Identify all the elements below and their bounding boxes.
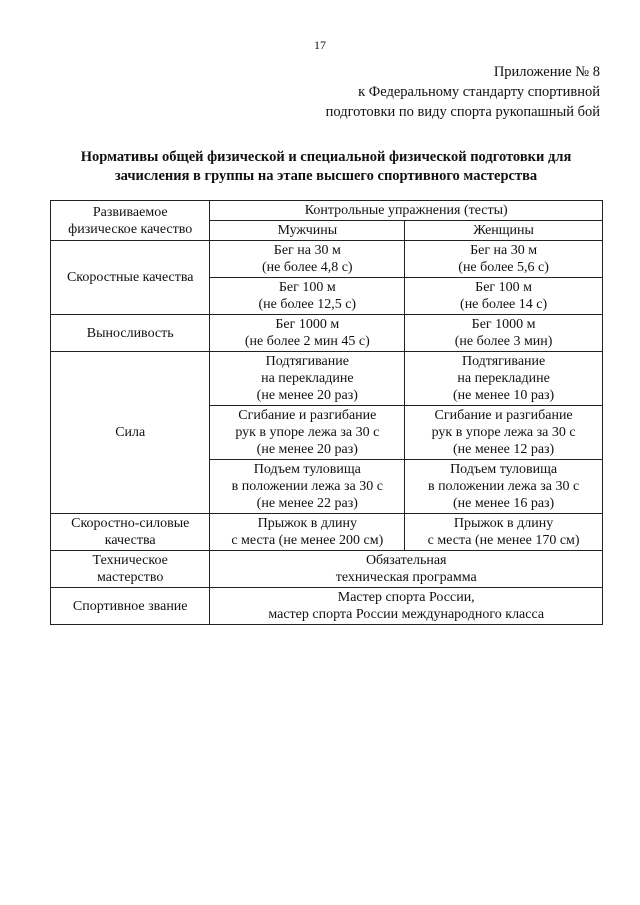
men-norm-cell-line: с места (не менее 200 см) bbox=[231, 533, 384, 548]
header-tests: Контрольные упражнения (тесты) bbox=[210, 201, 603, 221]
merged-norm-cell-line: Мастер спорта России, bbox=[337, 590, 475, 605]
women-norm-cell-line: Бег 100 м bbox=[475, 280, 533, 295]
merged-norm-cell bbox=[210, 551, 603, 588]
men-norm-cell-line: на перекладине bbox=[261, 371, 354, 386]
header-women: Женщины bbox=[405, 221, 603, 241]
men-norm-cell-line: Прыжок в длину bbox=[257, 516, 357, 531]
men-norm-cell bbox=[210, 460, 405, 514]
men-norm-cell-line: Бег на 30 м bbox=[273, 243, 341, 258]
men-norm-cell-line: (не менее 20 раз) bbox=[256, 388, 358, 403]
quality-line: Сила bbox=[115, 425, 146, 440]
women-norm-cell-line: рук в упоре лежа за 30 с bbox=[431, 425, 576, 440]
men-norm-cell-line: (не более 2 мин 45 с) bbox=[244, 334, 370, 349]
women-norm-cell-line: (не более 5,6 с) bbox=[458, 260, 549, 275]
norms-table-body bbox=[51, 241, 603, 625]
women-norm-cell bbox=[405, 278, 603, 315]
table-row bbox=[51, 551, 603, 588]
women-norm-cell-line: на перекладине bbox=[457, 371, 550, 386]
appendix-line-2: к Федеральному стандарту спортивной bbox=[358, 84, 600, 100]
men-norm-cell-line: Подъем туловища bbox=[253, 462, 361, 477]
men-norm-cell-line: (не более 12,5 с) bbox=[258, 297, 357, 312]
women-norm-cell bbox=[405, 514, 603, 551]
men-norm-cell-line: Сгибание и разгибание bbox=[238, 408, 377, 423]
table-row bbox=[51, 241, 603, 278]
men-norm-cell-line: Бег 100 м bbox=[278, 280, 336, 295]
appendix-header bbox=[326, 62, 600, 122]
merged-norm-cell-line: Обязательная bbox=[365, 553, 447, 568]
title-line-2: зачисления в группы на этапе высшего спортивного мастерства bbox=[114, 168, 538, 184]
women-norm-cell bbox=[405, 460, 603, 514]
women-norm-cell bbox=[405, 241, 603, 278]
women-norm-cell bbox=[405, 406, 603, 460]
men-norm-cell-line: Бег 1000 м bbox=[275, 317, 340, 332]
men-norm-cell-line: рук в упоре лежа за 30 с bbox=[235, 425, 380, 440]
women-norm-cell-line: (не менее 12 раз) bbox=[452, 442, 555, 457]
table-row bbox=[51, 352, 603, 406]
appendix-line-1: Приложение № 8 bbox=[493, 64, 600, 80]
quality-cell bbox=[51, 352, 210, 514]
men-norm-cell bbox=[210, 315, 405, 352]
merged-norm-cell-line: мастер спорта России международного класса bbox=[268, 607, 545, 622]
quality-line: мастерство bbox=[97, 570, 164, 585]
men-norm-cell bbox=[210, 514, 405, 551]
quality-line: Скоростные качества bbox=[66, 270, 194, 285]
women-norm-cell-line: Бег 1000 м bbox=[471, 317, 536, 332]
women-norm-cell-line: в положении лежа за 30 с bbox=[427, 479, 580, 494]
quality-line: Техническое bbox=[92, 553, 168, 568]
merged-norm-cell bbox=[210, 588, 603, 625]
men-norm-cell-line: (не менее 20 раз) bbox=[256, 442, 358, 457]
quality-cell bbox=[51, 315, 210, 352]
page-number: 17 bbox=[314, 38, 326, 52]
women-norm-cell-line: (не более 3 мин) bbox=[454, 334, 553, 349]
merged-norm-cell-line: техническая программа bbox=[335, 570, 477, 585]
quality-cell bbox=[51, 551, 210, 588]
norms-table bbox=[50, 200, 603, 625]
quality-cell bbox=[51, 588, 210, 625]
title-line-1: Нормативы общей физической и специальной физической подготовки для bbox=[80, 149, 572, 165]
quality-line: Выносливость bbox=[86, 325, 174, 341]
women-norm-cell-line: с места (не менее 170 см) bbox=[427, 533, 580, 548]
header-quality-line-1: Развиваемое bbox=[92, 204, 168, 220]
header-row-1 bbox=[51, 201, 603, 221]
women-norm-cell-line: Бег на 30 м bbox=[470, 243, 538, 258]
women-norm-cell-line: (не менее 16 раз) bbox=[452, 496, 555, 511]
quality-line: качества bbox=[104, 533, 156, 548]
men-norm-cell bbox=[210, 352, 405, 406]
men-norm-cell bbox=[210, 406, 405, 460]
quality-line: Спортивное звание bbox=[72, 598, 188, 614]
women-norm-cell-line: Сгибание и разгибание bbox=[434, 408, 573, 423]
table-row bbox=[51, 315, 603, 352]
men-norm-cell bbox=[210, 241, 405, 278]
women-norm-cell-line: (не более 14 с) bbox=[460, 297, 548, 312]
women-norm-cell bbox=[405, 315, 603, 352]
women-norm-cell-line: Подтягивание bbox=[461, 354, 546, 369]
men-norm-cell bbox=[210, 278, 405, 315]
header-men: Мужчины bbox=[210, 221, 405, 241]
men-norm-cell-line: (не менее 22 раз) bbox=[256, 496, 358, 511]
men-norm-cell-line: в положении лежа за 30 с bbox=[231, 479, 383, 494]
appendix-line-3: подготовки по виду спорта рукопашный бой bbox=[325, 104, 600, 120]
women-norm-cell-line: Подъем туловища bbox=[450, 462, 558, 477]
document-title bbox=[40, 148, 612, 186]
women-norm-cell-line: Прыжок в длину bbox=[453, 516, 554, 531]
women-norm-cell bbox=[405, 352, 603, 406]
men-norm-cell-line: (не более 4,8 с) bbox=[262, 260, 353, 275]
women-norm-cell-line: (не менее 10 раз) bbox=[452, 388, 555, 403]
table-row bbox=[51, 588, 603, 625]
quality-cell bbox=[51, 241, 210, 315]
header-quality bbox=[51, 201, 210, 241]
quality-cell bbox=[51, 514, 210, 551]
men-norm-cell-line: Подтягивание bbox=[265, 354, 349, 369]
quality-line: Скоростно-силовые bbox=[71, 516, 190, 531]
header-quality-line-2: физическое качество bbox=[68, 221, 193, 237]
table-row bbox=[51, 514, 603, 551]
